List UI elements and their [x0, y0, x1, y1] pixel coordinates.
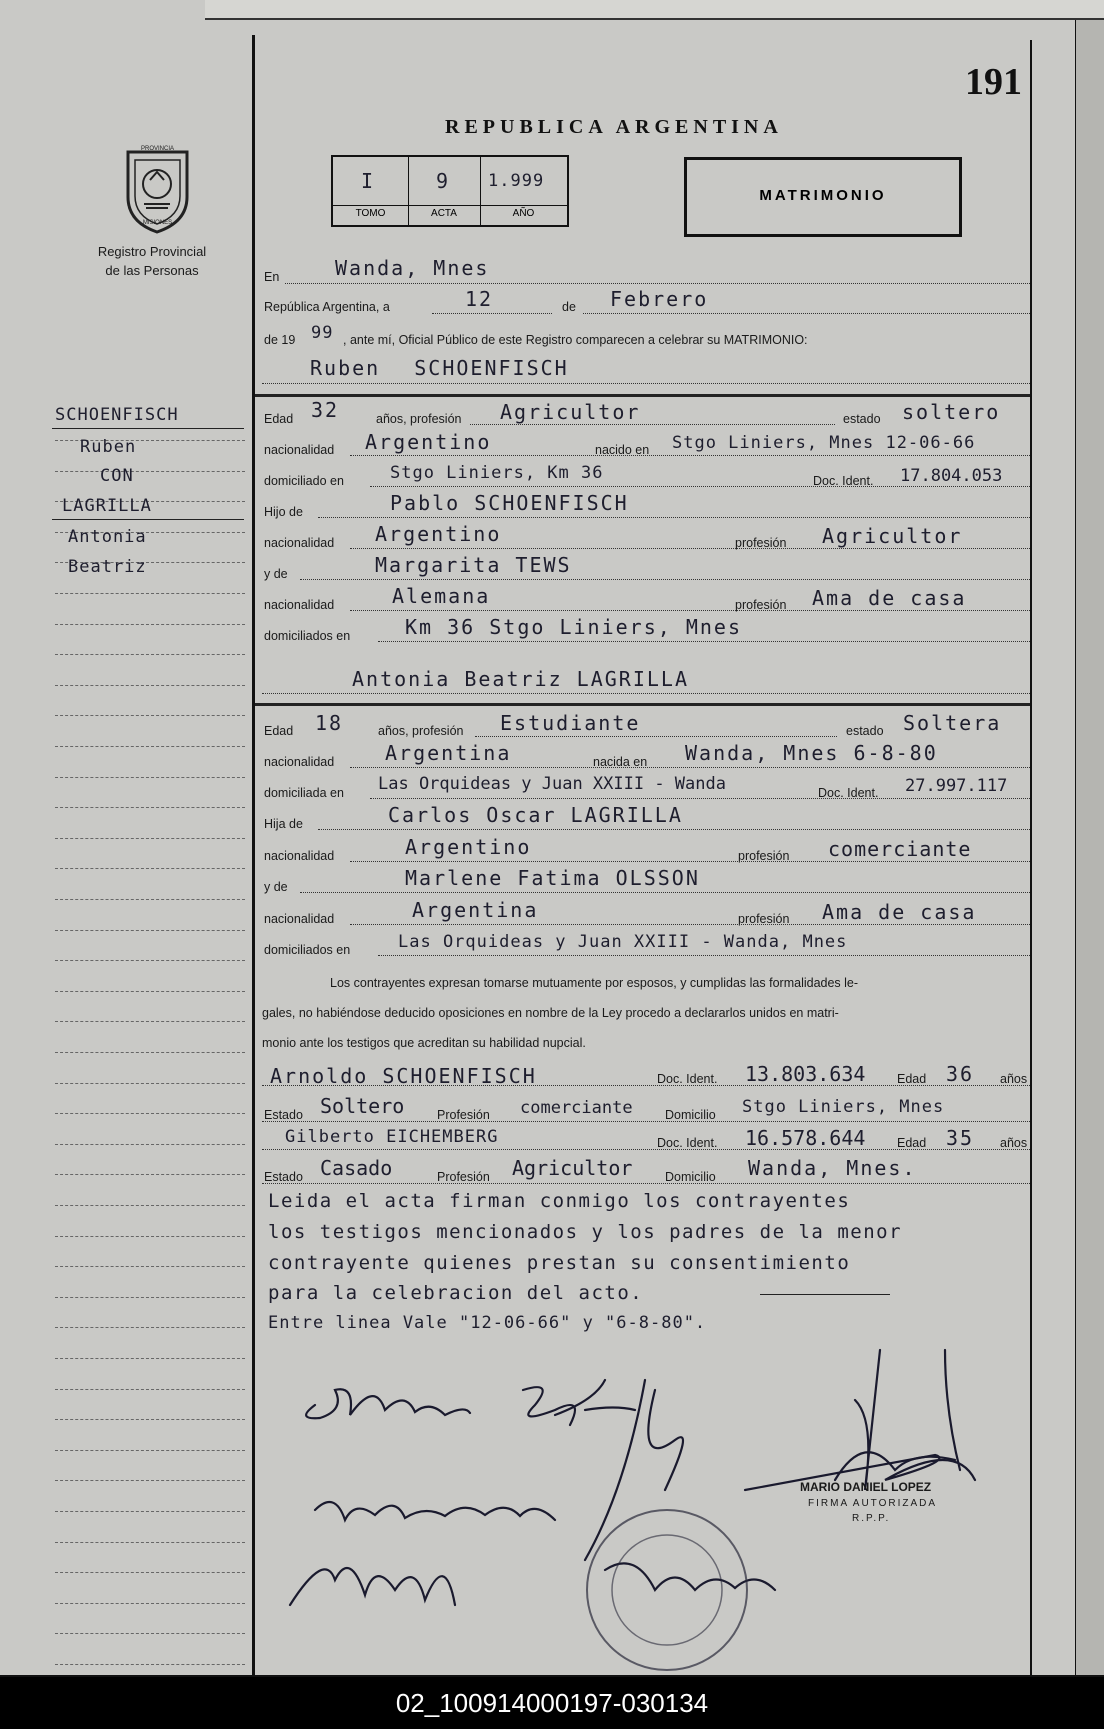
groom-mother-prof-label: profesión	[735, 598, 787, 612]
witness1-age: 36	[946, 1062, 975, 1086]
republica-label: República Argentina, a	[264, 300, 390, 314]
bride-nacida-label: nacida en	[593, 755, 648, 769]
margin-ruled-line	[55, 777, 245, 778]
margin-underline	[52, 519, 244, 520]
margin-ruled-line	[55, 1389, 245, 1390]
margin-ruled-line	[55, 1419, 245, 1420]
de-label: de	[562, 300, 576, 314]
bride-anos-prof-label: años, profesión	[378, 724, 464, 738]
year-value: 99	[311, 323, 334, 343]
officer-name: MARIO DANIEL LOPEZ	[800, 1480, 932, 1494]
margin-ruled-line	[55, 1266, 245, 1267]
fill-line	[262, 1149, 1030, 1150]
groom-anos-prof-label: años, profesión	[376, 412, 462, 426]
year-prefix-label: de 19	[264, 333, 296, 347]
declaration-line-3: monio ante los testigos que acreditan su habilidad nupcial.	[262, 1036, 586, 1050]
margin-ruled-line	[55, 1358, 245, 1359]
acta-label: ACTA	[431, 208, 457, 219]
declaration-paragraph	[262, 968, 1032, 1058]
bride-mother-profession: Ama de casa	[822, 900, 977, 924]
fill-line	[470, 424, 835, 425]
groom-nac-label: nacionalidad	[264, 443, 335, 457]
margin-ruled-line	[55, 593, 245, 594]
witness2-anos-label: años	[1000, 1136, 1028, 1150]
witness2-doc: 16.578.644	[745, 1126, 866, 1150]
fill-line	[262, 1121, 1030, 1122]
groom-edad-label: Edad	[264, 412, 294, 426]
ano-label: AÑO	[512, 208, 535, 219]
witness1-name: Arnoldo SCHOENFISCH	[270, 1064, 537, 1088]
witness2-profession: Agricultor	[512, 1156, 633, 1180]
groom-mother-nat-label: nacionalidad	[264, 598, 335, 612]
margin-ruled-line	[55, 746, 245, 747]
margin-name-con: CON	[100, 466, 134, 486]
fill-line	[350, 861, 1030, 862]
margin-ruled-line	[55, 1144, 245, 1145]
bride-age: 18	[315, 711, 344, 735]
bride-doc-label: Doc. Ident.	[818, 786, 879, 800]
ante-text: , ante mí, Oficial Público de este Registro comparecen a celebrar su MATRIMONIO:	[343, 333, 808, 347]
registry-label-line2: de las Personas	[105, 263, 199, 278]
acta-value: 9	[436, 169, 451, 193]
margin-ruled-line	[55, 838, 245, 839]
note-line-2: los testigos mencionados y los padres de la menor	[268, 1221, 903, 1243]
bride-yde-label: y de	[264, 880, 288, 894]
bride-father-profession: comerciante	[828, 837, 972, 861]
witness1-anos-label: años	[1000, 1072, 1028, 1086]
margin-ruled-line	[55, 1327, 245, 1328]
seal-bottom-text: MISIONES	[142, 220, 173, 226]
bride-estado-label: estado	[846, 724, 884, 738]
fill-line	[318, 517, 1030, 518]
right-page-edge	[1076, 20, 1104, 1675]
witness1-prof-label: Profesión	[437, 1108, 490, 1122]
bride-doc: 27.997.117	[905, 776, 1008, 796]
margin-ruled-line	[55, 1052, 245, 1053]
witness2-dom-label: Domicilio	[665, 1170, 716, 1184]
groom-doc-label: Doc. Ident.	[813, 474, 874, 488]
margin-ruled-line	[55, 1542, 245, 1543]
tomo-acta-ano-box	[331, 155, 569, 227]
act-type-box	[684, 157, 962, 237]
bride-nationality: Argentina	[385, 741, 512, 765]
witness1-estado: Soltero	[320, 1094, 405, 1118]
ano-value: 1.999	[488, 171, 545, 191]
margin-name-surname-groom: SCHOENFISCH	[55, 405, 179, 425]
fill-line	[370, 798, 1030, 799]
groom-dom-label: domiciliado en	[264, 474, 344, 488]
margin-name-given-bride-1: Antonia	[68, 527, 147, 547]
margin-ruled-line	[55, 1236, 245, 1237]
fill-line	[350, 924, 1030, 925]
bride-mother-nat-label: nacionalidad	[264, 912, 335, 926]
witness1-profession: comerciante	[520, 1098, 633, 1118]
bride-profession: Estudiante	[500, 711, 641, 735]
note-line-3: contrayente quienes prestan su consentimiento	[268, 1252, 851, 1274]
fill-line	[432, 313, 552, 314]
margin-ruled-line	[55, 1205, 245, 1206]
groom-doc: 17.804.053	[900, 466, 1003, 486]
bride-father: Carlos Oscar LAGRILLA	[388, 803, 683, 827]
margin-ruled-line	[55, 991, 245, 992]
en-label: En	[264, 270, 280, 284]
note-dash	[760, 1294, 890, 1295]
fill-line	[350, 455, 1030, 456]
note-line-5: Entre linea Vale "12-06-66" y "6-8-80".	[268, 1313, 707, 1333]
margin-name-given-groom: Ruben	[80, 437, 137, 457]
groom-profession: Agricultor	[500, 400, 641, 424]
groom-mother-profession: Ama de casa	[812, 586, 967, 610]
witness1-estado-label: Estado	[264, 1108, 303, 1122]
bride-dom-label: domiciliada en	[264, 786, 344, 800]
groom-father-nat-label: nacionalidad	[264, 536, 335, 550]
margin-ruled-line	[55, 471, 245, 472]
bride-parents-dom-label: domiciliados en	[264, 943, 351, 957]
right-margin-rule	[1030, 40, 1032, 1675]
groom-father-prof-label: profesión	[735, 536, 787, 550]
margin-name-surname-bride: LAGRILLA	[62, 496, 152, 516]
witness2-estado: Casado	[320, 1156, 393, 1180]
declaration-line-2: gales, no habiéndose deducido oposiciones en nombre de la Ley procedo a declararlos unidos en matri-	[262, 1006, 839, 1020]
margin-ruled-line	[55, 1480, 245, 1481]
country-title: REPUBLICA ARGENTINA	[445, 116, 783, 138]
seal-top-text: PROVINCIA	[140, 146, 174, 152]
witness2-age: 35	[946, 1126, 975, 1150]
groom-parents-dom-label: domiciliados en	[264, 629, 351, 643]
groom-father-nationality: Argentino	[375, 522, 502, 546]
margin-ruled-line	[55, 1113, 245, 1114]
fill-line	[583, 313, 1030, 314]
groom-age: 32	[311, 398, 340, 422]
witness1-doc-label: Doc. Ident.	[657, 1072, 718, 1086]
witness2-edad-label: Edad	[897, 1136, 927, 1150]
margin-underline	[52, 428, 244, 429]
groom-mother-nationality: Alemana	[392, 584, 491, 608]
margin-ruled-line	[55, 1021, 245, 1022]
note-line-4: para la celebracion del acto.	[268, 1282, 644, 1304]
bride-hija-label: Hija de	[264, 817, 303, 831]
bride-father-prof-label: profesión	[738, 849, 790, 863]
officer-office: R.P.P.	[852, 1513, 891, 1524]
witness2-domicile: Wanda, Mnes.	[748, 1156, 917, 1180]
fill-line	[300, 892, 1030, 893]
margin-ruled-line	[55, 685, 245, 686]
groom-estado-label: estado	[843, 412, 881, 426]
groom-parents-domicile: Km 36 Stgo Liniers, Mnes	[405, 615, 742, 639]
groom-mother: Margarita TEWS	[375, 553, 572, 577]
margin-ruled-line	[55, 1603, 245, 1604]
witness1-edad-label: Edad	[897, 1072, 927, 1086]
margin-ruled-line	[55, 868, 245, 869]
groom-father: Pablo SCHOENFISCH	[390, 491, 629, 515]
fill-line	[262, 1183, 1030, 1184]
margin-ruled-line	[55, 1450, 245, 1451]
day-value: 12	[465, 287, 494, 311]
fill-line	[318, 829, 1030, 830]
margin-name-given-bride-2: Beatriz	[68, 557, 147, 577]
section-divider-bride	[255, 703, 1030, 706]
officer-title: FIRMA AUTORIZADA	[808, 1498, 938, 1509]
witness1-doc: 13.803.634	[745, 1062, 866, 1086]
witness2-name: Gilberto EICHEMBERG	[285, 1127, 499, 1147]
margin-ruled-line	[55, 654, 245, 655]
groom-father-profession: Agricultor	[822, 524, 963, 548]
margin-ruled-line	[55, 1083, 245, 1084]
groom-hijo-label: Hijo de	[264, 505, 303, 519]
fill-line	[285, 283, 1030, 284]
fill-line	[350, 610, 1030, 611]
fill-line	[262, 1085, 1030, 1086]
fill-line	[350, 548, 1030, 549]
act-type-label: MATRIMONIO	[759, 187, 887, 204]
bride-name: Antonia Beatriz LAGRILLA	[352, 667, 689, 691]
groom-nacido-label: nacido en	[595, 443, 650, 457]
bride-mother-nationality: Argentina	[412, 898, 539, 922]
bride-parents-domicile: Las Orquideas y Juan XXIII - Wanda, Mnes	[398, 932, 848, 952]
groom-estado: soltero	[902, 400, 1001, 424]
fill-line	[378, 955, 1030, 956]
tomo-label: TOMO	[355, 208, 386, 219]
bride-birthplace: Wanda, Mnes 6-8-80	[685, 741, 938, 765]
fill-line	[370, 486, 1030, 487]
label-row-divider	[333, 205, 567, 206]
fill-line	[475, 736, 837, 737]
bride-father-nat-label: nacionalidad	[264, 849, 335, 863]
fill-line	[378, 641, 1030, 642]
margin-ruled-line	[55, 624, 245, 625]
footer-id: 02_100914000197-030134	[0, 1677, 1104, 1729]
note-line-1: Leida el acta firman conmigo los contrayentes	[268, 1190, 851, 1212]
bride-estado: Soltera	[903, 711, 1002, 735]
section-divider-groom	[255, 394, 1030, 397]
declaration-line-1: Los contrayentes expresan tomarse mutuamente por esposos, y cumplidas las formalidades le-	[330, 976, 859, 990]
margin-ruled-line	[55, 1511, 245, 1512]
groom-domicile: Stgo Liniers, Km 36	[390, 463, 604, 483]
bride-domicile: Las Orquideas y Juan XXIII - Wanda	[378, 774, 726, 794]
month-value: Febrero	[610, 287, 709, 311]
witness2-doc-label: Doc. Ident.	[657, 1136, 718, 1150]
groom-yde-label: y de	[264, 567, 288, 581]
top-page-edge	[205, 0, 1104, 20]
bride-mother: Marlene Fatima OLSSON	[405, 866, 700, 890]
place-value: Wanda, Mnes	[335, 256, 490, 280]
registry-label-line1: Registro Provincial	[97, 244, 207, 259]
groom-name: Ruben SCHOENFISCH	[310, 356, 569, 380]
fill-line	[262, 693, 1030, 694]
margin-ruled-line	[55, 1633, 245, 1634]
margin-ruled-line	[55, 960, 245, 961]
margin-ruled-line	[55, 715, 245, 716]
witness2-estado-label: Estado	[264, 1170, 303, 1184]
margin-ruled-line	[55, 930, 245, 931]
fill-line	[262, 383, 1030, 384]
fill-line	[350, 767, 1030, 768]
tomo-value: I	[361, 169, 376, 193]
bride-father-nationality: Argentino	[405, 835, 532, 859]
witness1-dom-label: Domicilio	[665, 1108, 716, 1122]
groom-birthplace: Stgo Liniers, Mnes 12-06-66	[672, 433, 976, 453]
margin-ruled-line	[55, 1174, 245, 1175]
page-number: 191	[965, 61, 1022, 103]
fill-line	[300, 579, 1030, 580]
margin-ruled-line	[55, 1297, 245, 1298]
bride-mother-prof-label: profesión	[738, 912, 790, 926]
margin-ruled-line	[55, 807, 245, 808]
bride-nac-label: nacionalidad	[264, 755, 335, 769]
margin-ruled-line	[55, 1572, 245, 1573]
margin-ruled-line	[55, 899, 245, 900]
witness1-domicile: Stgo Liniers, Mnes	[742, 1097, 945, 1117]
witness2-prof-label: Profesión	[437, 1170, 490, 1184]
bride-edad-label: Edad	[264, 724, 294, 738]
groom-nationality: Argentino	[365, 430, 492, 454]
margin-ruled-line	[55, 1664, 245, 1665]
